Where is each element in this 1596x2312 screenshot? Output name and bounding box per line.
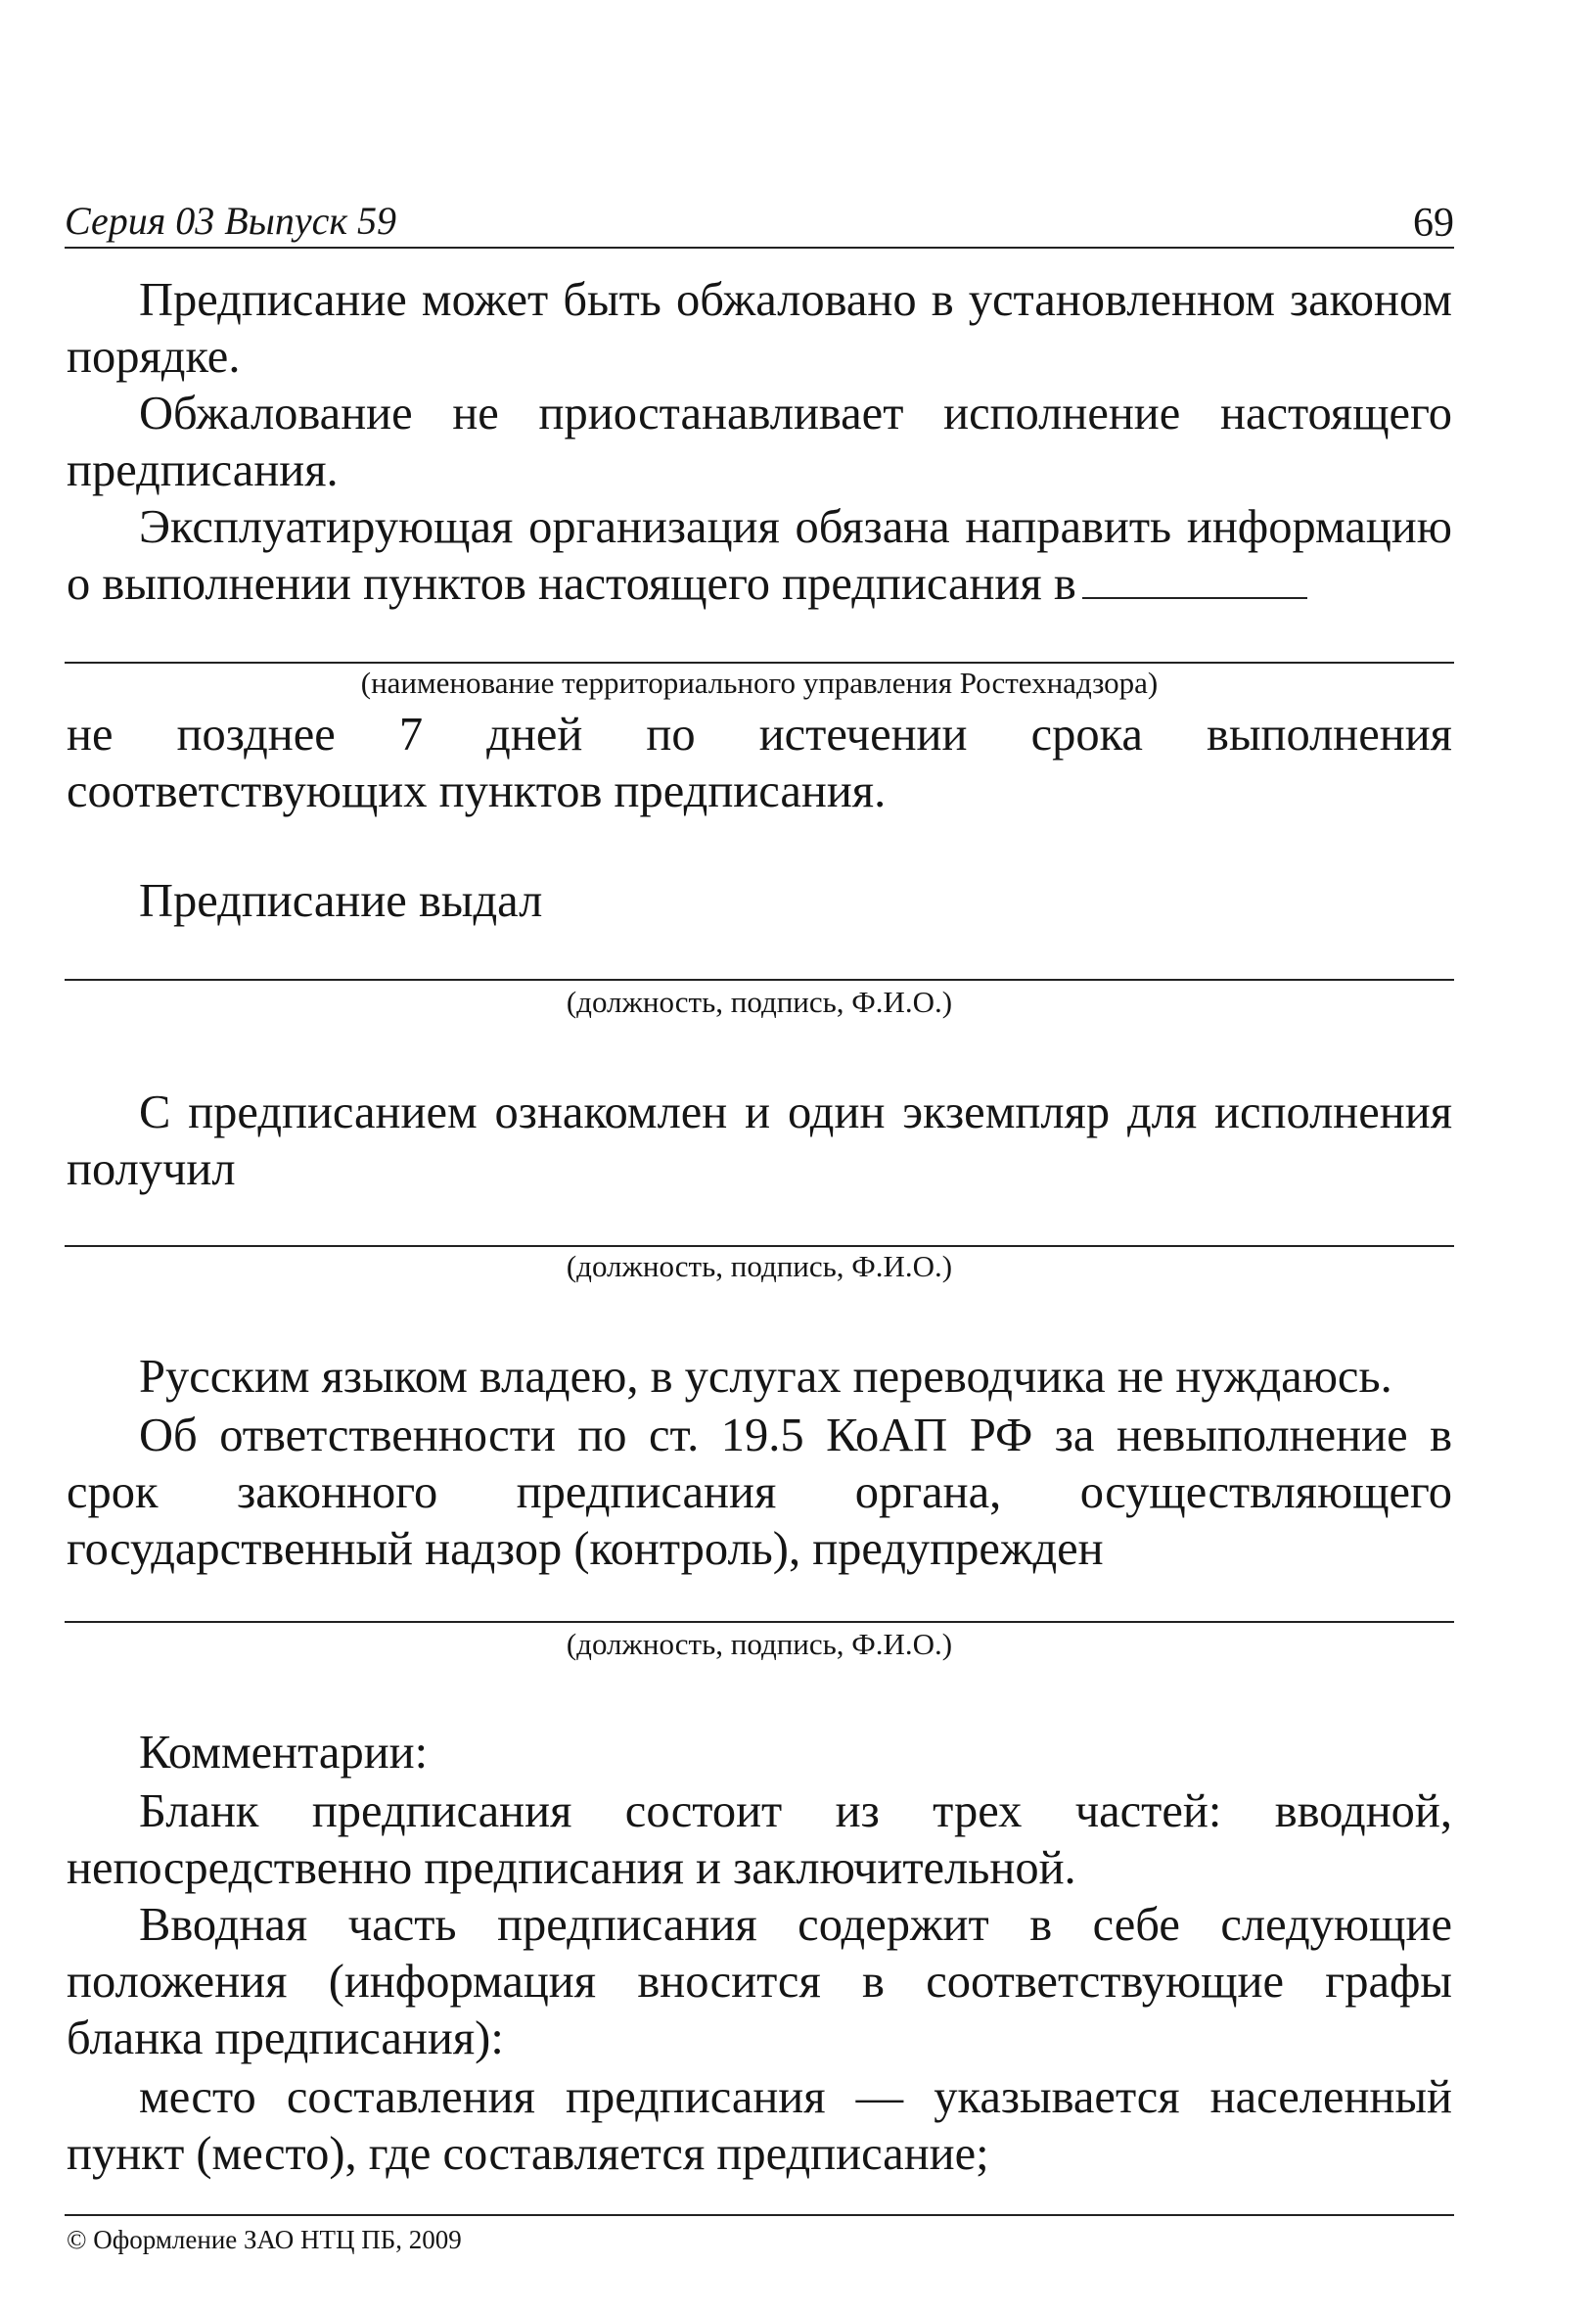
- footer-divider: [65, 2214, 1454, 2216]
- series-title: Серия 03 Выпуск 59: [65, 199, 397, 243]
- signature-line-warned: [65, 1621, 1454, 1623]
- territorial-office-caption: (наименование территориального управления Ростехнадзора): [360, 666, 1159, 700]
- page-header: [65, 196, 1454, 249]
- footer-copyright: © Оформление ЗАО НТЦ ПБ, 2009: [67, 2225, 462, 2254]
- signature-line-recipient: [65, 1245, 1454, 1247]
- signature-caption-issuer: (должность, подпись, Ф.И.О.): [566, 985, 953, 1019]
- paragraph-liability: Об ответственности по ст. 19.5 КоАП РФ за невыполнение в срок законного предписания органа, осуществляющего государственный надзор (контроль), предупрежден: [67, 1410, 1452, 1575]
- signature-line-issuer: [65, 979, 1454, 981]
- territorial-office-line: [65, 662, 1454, 664]
- paragraph-place-of-drafting: место составления предписания — указывается населенный пункт (место), где составляется предписание;: [67, 2071, 1452, 2180]
- report-obligation-text: Эксплуатирующая организация обязана направить информацию о выполнении пунктов настоящего предписания в: [67, 501, 1452, 610]
- paragraph-form-structure: Бланк предписания состоит из трех частей: вводной, непосредственно предписания и заключительной.: [67, 1785, 1452, 1894]
- signature-caption-recipient: (должность, подпись, Ф.И.О.): [566, 1249, 953, 1283]
- paragraph-report-obligation: [67, 499, 1452, 613]
- paragraph-acknowledged: С предписанием ознакомлен и один экземпляр для исполнения получил: [67, 1087, 1452, 1195]
- page-number: 69: [1413, 201, 1454, 246]
- paragraph-appeal: Предписание может быть обжаловано в установленном законом порядке.: [67, 274, 1452, 383]
- paragraph-intro-part: Вводная часть предписания содержит в себе следующие положения (информация вносится в соответствующие графы бланка предписания):: [67, 1899, 1452, 2064]
- paragraph-issued-by: Предписание выдал: [139, 875, 543, 927]
- paragraph-appeal-no-suspend: Обжалование не приостанавливает исполнение настоящего предписания.: [67, 388, 1452, 496]
- paragraph-language: Русским языком владею, в услугах переводчика не нуждаюсь.: [139, 1351, 1392, 1403]
- blank-fill-line: [1082, 596, 1307, 599]
- paragraph-deadline: не позднее 7 дней по истечении срока выполнения соответствующих пунктов предписания.: [67, 709, 1452, 817]
- comments-heading: Комментарии:: [139, 1727, 429, 1779]
- signature-caption-warned: (должность, подпись, Ф.И.О.): [566, 1627, 953, 1661]
